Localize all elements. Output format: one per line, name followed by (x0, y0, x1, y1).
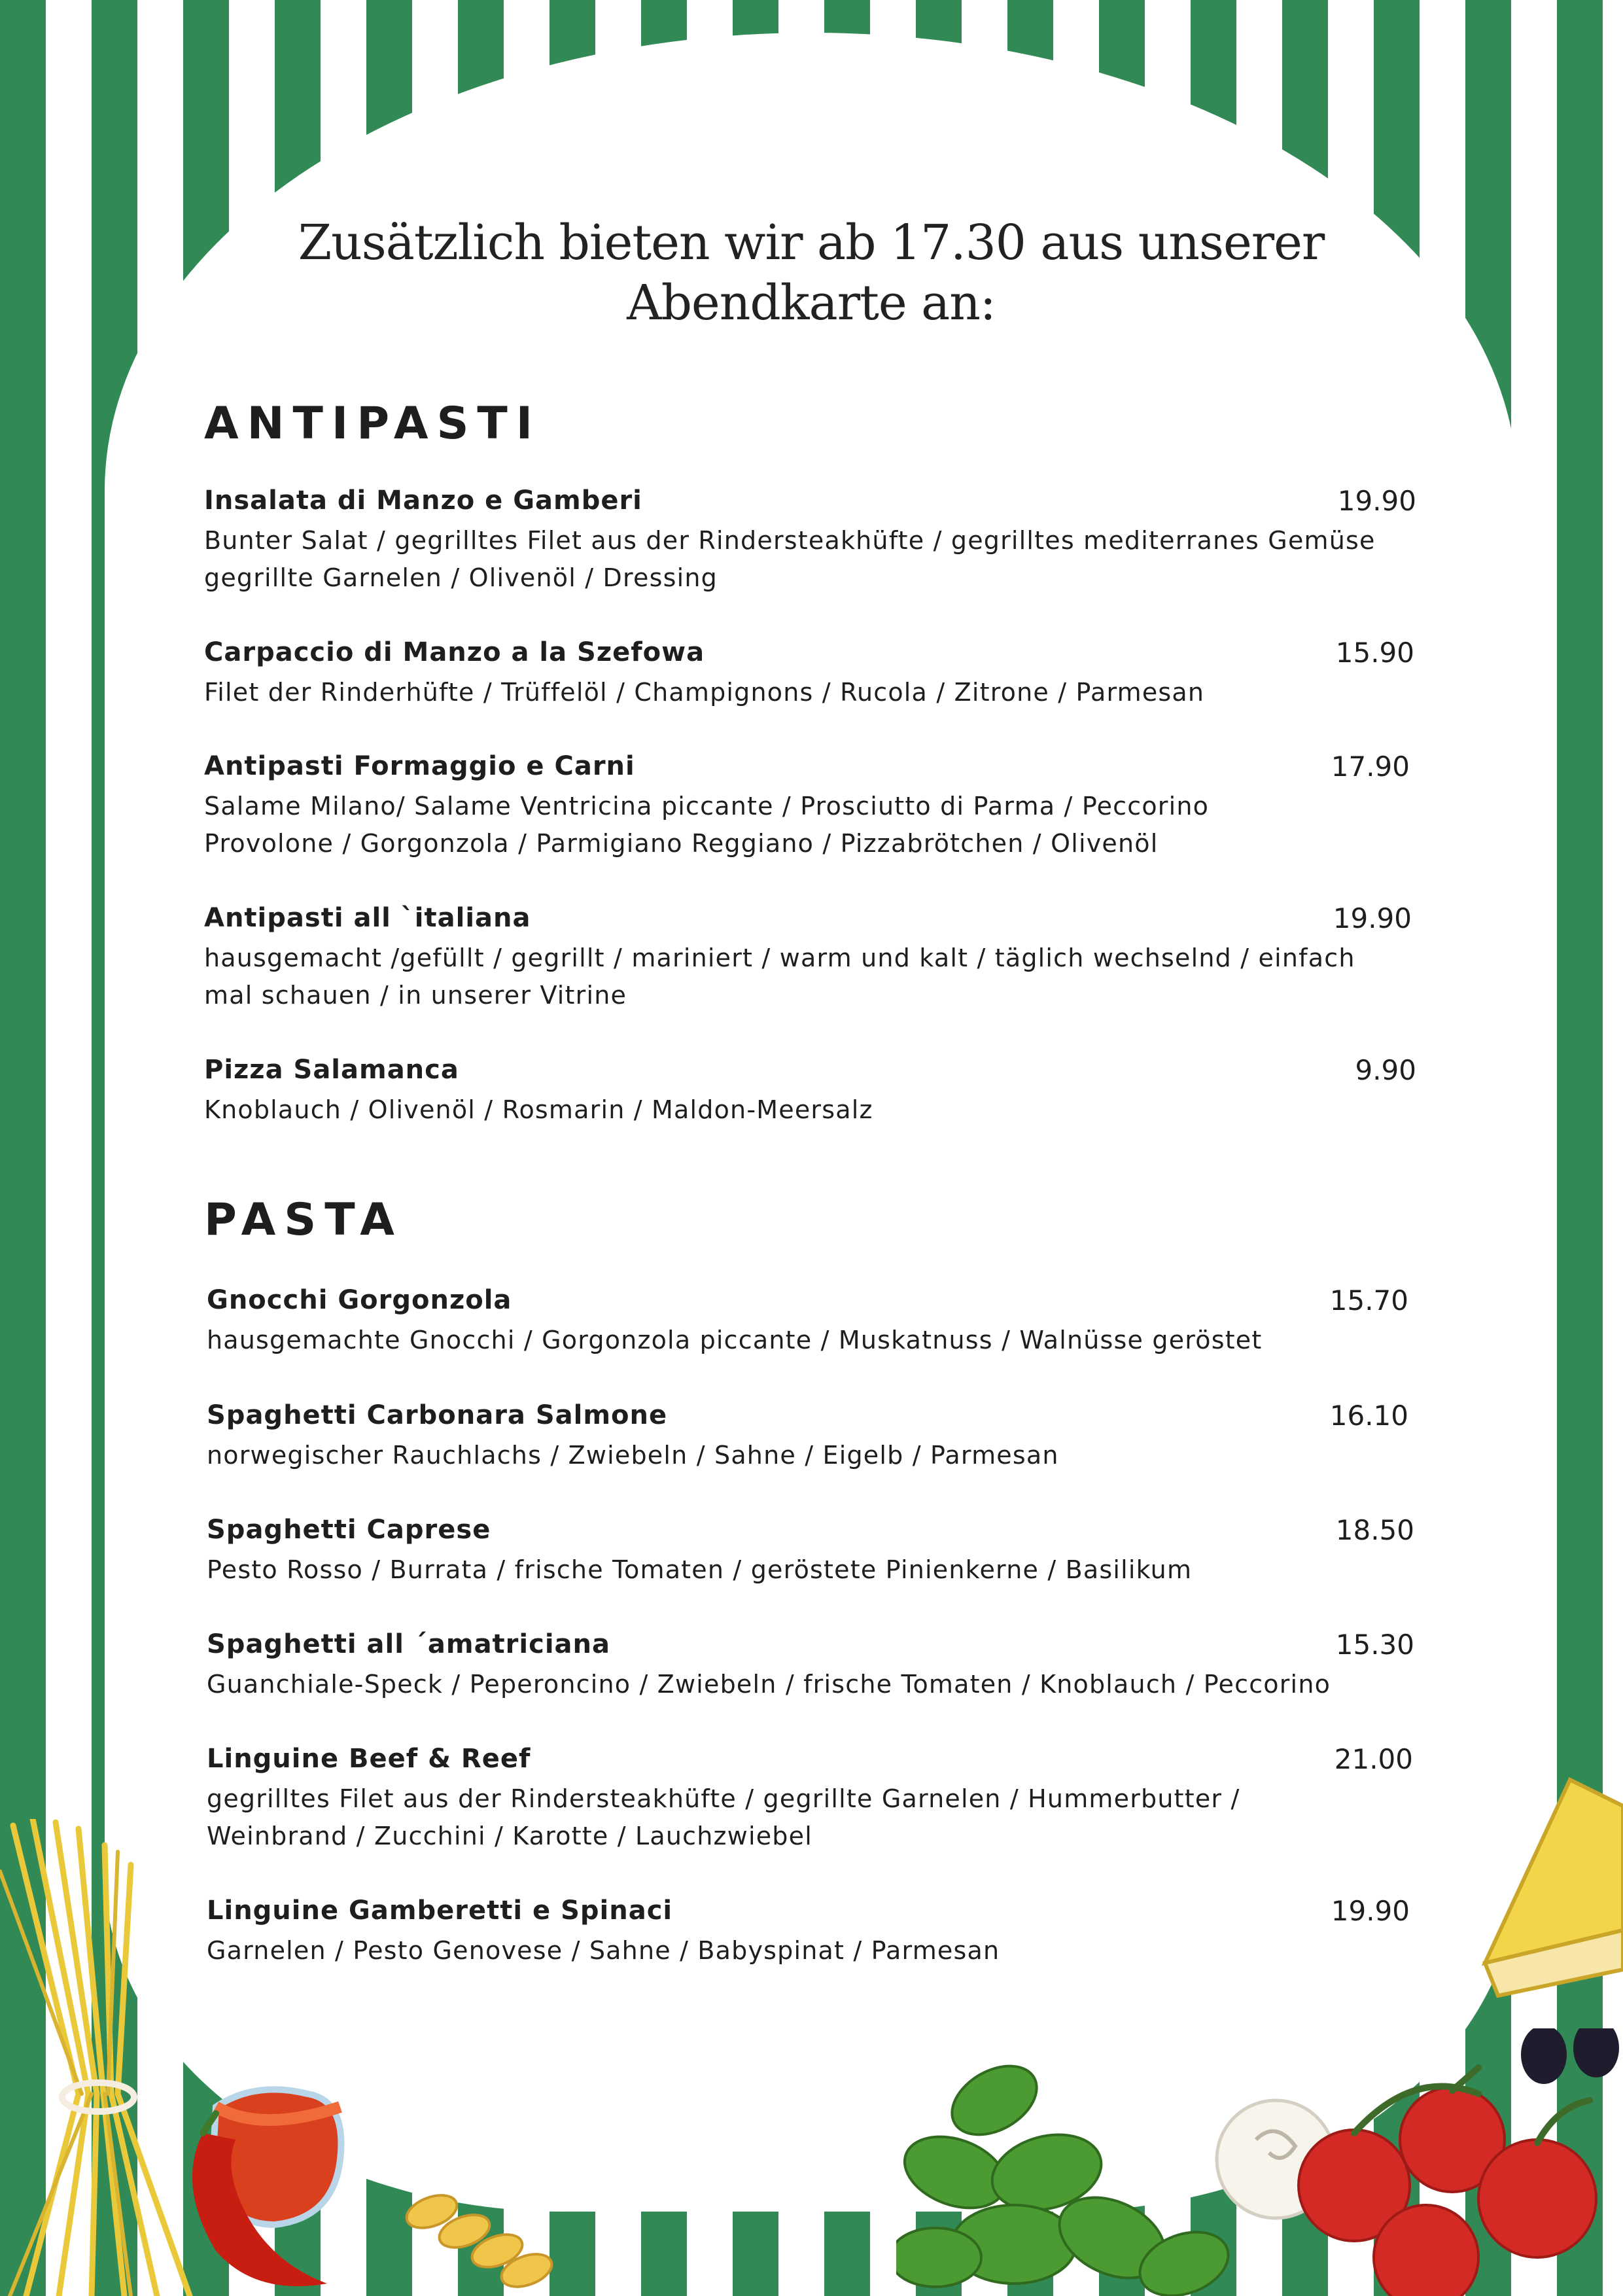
section-title-pasta: PASTA (204, 1194, 403, 1246)
dish-description-line: hausgemachte Gnocchi / Gorgonzola piccante / Muskatnuss / Walnüsse geröstet (207, 1326, 1263, 1354)
dish-name: Carpaccio di Manzo a la Szefowa (204, 637, 705, 667)
dish-description (207, 1780, 1240, 1855)
dish-description-line: Salame Milano/ Salame Ventricina piccante / Prosciutto di Parma / Peccorino (204, 792, 1210, 821)
dish-description (204, 1091, 873, 1129)
dish-name: Spaghetti Carbonara Salmone (207, 1400, 668, 1430)
dish-description (207, 1322, 1263, 1359)
dish-name: Antipasti Formaggio e Carni (204, 751, 635, 781)
dish-description-line: Weinbrand / Zucchini / Karotte / Lauchzwiebel (207, 1822, 812, 1850)
dish-description-line: mal schauen / in unserer Vitrine (204, 981, 627, 1010)
dish-price: 19.90 (1337, 485, 1416, 517)
dish-price: 17.90 (1331, 751, 1410, 783)
dish-name: Insalata di Manzo e Gamberi (204, 486, 642, 516)
headline-line-2: Abendkarte an: (627, 275, 996, 331)
dish-price: 15.90 (1335, 637, 1414, 669)
dish-name: Spaghetti Caprese (207, 1515, 491, 1545)
dish-description-line: gegrilltes Filet aus der Rindersteakhüfte / gegrillte Garnelen / Hummerbutter / (207, 1784, 1240, 1813)
dish-description-line: Bunter Salat / gegrilltes Filet aus der Rindersteakhüfte / gegrilltes mediterranes Gemüse (204, 526, 1376, 555)
dish-price: 19.90 (1333, 902, 1412, 934)
dish-description-line: gegrillte Garnelen / Olivenöl / Dressing (204, 563, 718, 592)
dish-description (204, 674, 1204, 711)
dish-name: Pizza Salamanca (204, 1055, 459, 1085)
dish-description (204, 940, 1355, 1014)
dish-description-line: Pesto Rosso / Burrata / frische Tomaten / geröstete Pinienkerne / Basilikum (207, 1555, 1193, 1584)
dish-name: Gnocchi Gorgonzola (207, 1285, 512, 1315)
dish-description-line: Garnelen / Pesto Genovese / Sahne / Babyspinat / Parmesan (207, 1936, 1000, 1965)
dish-description (204, 522, 1376, 597)
dish-description (207, 1666, 1331, 1703)
dish-name: Linguine Gamberetti e Spinaci (207, 1896, 673, 1926)
dish-name: Linguine Beef & Reef (207, 1744, 531, 1774)
fusilli-pasta-icon (393, 2172, 563, 2296)
dish-description-line: Filet der Rinderhüfte / Trüffelöl / Champignons / Rucola / Zitrone / Parmesan (204, 678, 1205, 707)
dish-description-line: Provolone / Gorgonzola / Parmigiano Reggiano / Pizzabrötchen / Olivenöl (204, 829, 1159, 858)
dish-name: Spaghetti all ´amatriciana (207, 1629, 610, 1659)
dish-description (207, 1932, 1000, 1969)
headline-line-1: Zusätzlich bieten wir ab 17.30 aus unserer (298, 215, 1325, 271)
dish-description-line: Knoblauch / Olivenöl / Rosmarin / Maldon-Meersalz (204, 1095, 873, 1124)
dish-description (204, 788, 1209, 862)
dish-description (207, 1551, 1192, 1589)
dish-description-line: Guanchiale-Speck / Peperoncino / Zwiebeln / frische Tomaten / Knoblauch / Peccorino (207, 1670, 1331, 1699)
cheese-wedge-icon (1459, 1767, 1623, 2009)
dish-price: 18.50 (1335, 1514, 1414, 1546)
headline (196, 213, 1426, 333)
dish-price: 15.70 (1329, 1284, 1408, 1316)
dish-price: 15.30 (1335, 1629, 1414, 1661)
dish-description-line: hausgemacht /gefüllt / gegrillt / mariniert / warm und kalt / täglich wechselnd / einfach (204, 944, 1355, 972)
dish-price: 9.90 (1355, 1054, 1416, 1086)
tomatoes-icon (1282, 2028, 1623, 2296)
dish-description (207, 1437, 1059, 1474)
section-title-antipasti: ANTIPASTI (204, 398, 542, 450)
dish-name: Antipasti all `italiana (204, 903, 531, 933)
dish-price: 21.00 (1334, 1743, 1413, 1775)
dish-description-line: norwegischer Rauchlachs / Zwiebeln / Sahne / Eigelb / Parmesan (207, 1441, 1059, 1470)
dish-price: 19.90 (1331, 1895, 1410, 1927)
dish-price: 16.10 (1329, 1400, 1408, 1432)
